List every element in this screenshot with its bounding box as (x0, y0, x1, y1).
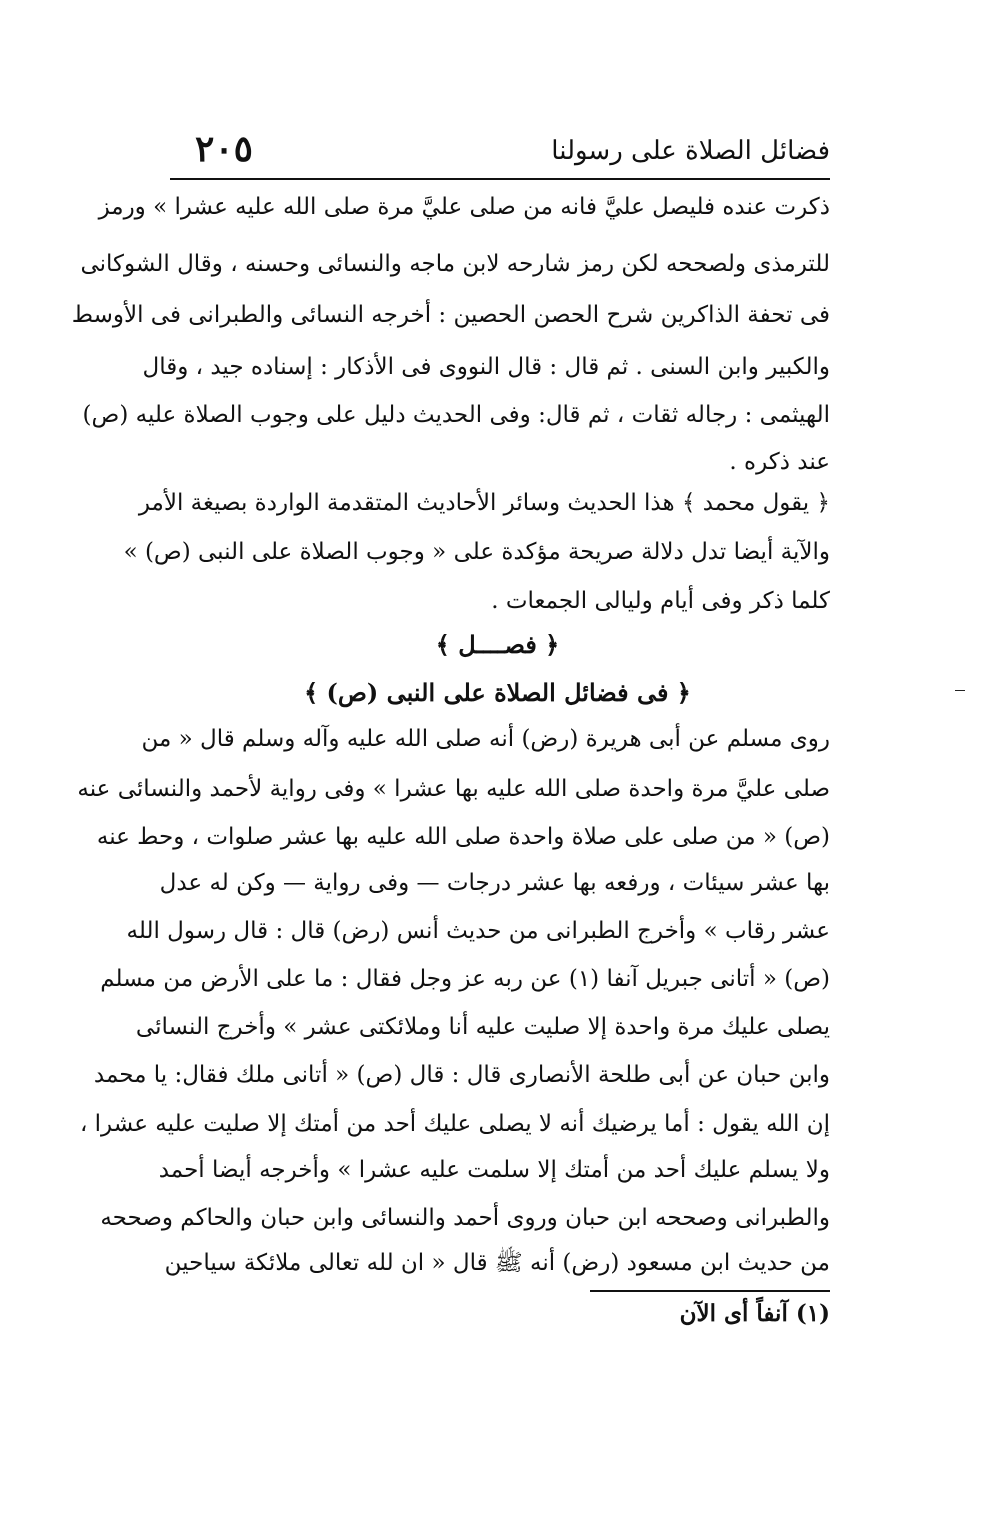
page-header (170, 128, 830, 176)
text-line: وابن حبان عن أبى طلحة الأنصارى قال : قال (ص) « أتانى ملك فقال: يا محمد (93, 1062, 830, 1088)
text-line: ذكرت عنده فليصل عليَّ فانه من صلى عليَّ مرة صلى الله عليه عشرا » ورمز (98, 194, 830, 220)
text-line: للترمذى ولصححه لكن رمز شارحه لابن ماجه والنسائى وحسنه ، وقال الشوكانى (80, 251, 830, 277)
footnote: (١) آنفاً أى الآن (679, 1300, 830, 1327)
text-line: إن الله يقول : أما يرضيك أنه لا يصلى عليك أحد من أمتك إلا صليت عليه عشرا ، (79, 1111, 830, 1137)
text-line: ولا يسلم عليك أحد من أمتك إلا سلمت عليه عشرا » وأخرجه أيضا أحمد (158, 1157, 830, 1183)
text-line: (ص) « من صلى على صلاة واحدة صلى الله عليه بها عشر صلوات ، وحط عنه (96, 824, 830, 850)
text-line: (ص) « أتانى جبريل آنفا (١) عن ربه عز وجل فقال : ما على الأرض من مسلم (100, 966, 830, 992)
text-line: روى مسلم عن أبى هريرة (رض) أنه صلى الله عليه وآله وسلم قال « من (141, 726, 830, 752)
section-heading: ﴿ فصــــل ﴾ (435, 630, 560, 659)
text-line: عشر رقاب » وأخرج الطبرانى من حديث أنس (رض) قال : قال رسول الله (126, 918, 830, 944)
text-line: فى تحفة الذاكرين شرح الحصن الحصين : أخرجه النسائى والطبرانى فى الأوسط (71, 302, 830, 328)
section-subheading: ﴿ فى فضائل الصلاة على النبى (ص) ﴾ (304, 678, 691, 707)
text-line: والكبير وابن السنى . ثم قال : قال النووى فى الأذكار : إسناده جيد ، وقال (142, 354, 830, 380)
header-rule (170, 178, 830, 180)
text-line: والآية أيضا تدل دلالة صريحة مؤكدة على « وجوب الصلاة على النبى (ص) » (123, 539, 830, 565)
stray-mark (955, 690, 965, 701)
page-number: ٢٠٥ (195, 128, 254, 170)
text-line: الهيثمى : رجاله ثقات ، ثم قال: وفى الحديث دليل على وجوب الصلاة عليه (ص) (82, 402, 830, 428)
text-line: ﴿ يقول محمد ﴾ هذا الحديث وسائر الأحاديث المتقدمة الواردة بصيغة الأمر (138, 490, 830, 516)
text-line: عند ذكره . (729, 449, 830, 475)
text-line: والطبرانى وصححه ابن حبان وروى أحمد والنسائى وابن حبان والحاكم وصححه (100, 1205, 830, 1231)
text-line: من حديث ابن مسعود (رض) أنه ﷺ قال « ان لله تعالى ملائكة سياحين (164, 1250, 830, 1276)
text-line: بها عشر سيئات ، ورفعه بها عشر درجات — وفى رواية — وكن له عدل (159, 870, 830, 896)
footnote-rule (590, 1290, 830, 1292)
text-line: كلما ذكر وفى أيام وليالى الجمعات . (491, 588, 830, 614)
text-line: يصلى عليك مرة واحدة إلا صليت عليه أنا وملائكتى عشر » وأخرج النسائى (135, 1014, 830, 1040)
text-line: صلى عليَّ مرة واحدة صلى الله عليه بها عشرا » وفى رواية لأحمد والنسائى عنه (77, 776, 830, 802)
running-title: فضائل الصلاة على رسولنا (551, 136, 830, 166)
